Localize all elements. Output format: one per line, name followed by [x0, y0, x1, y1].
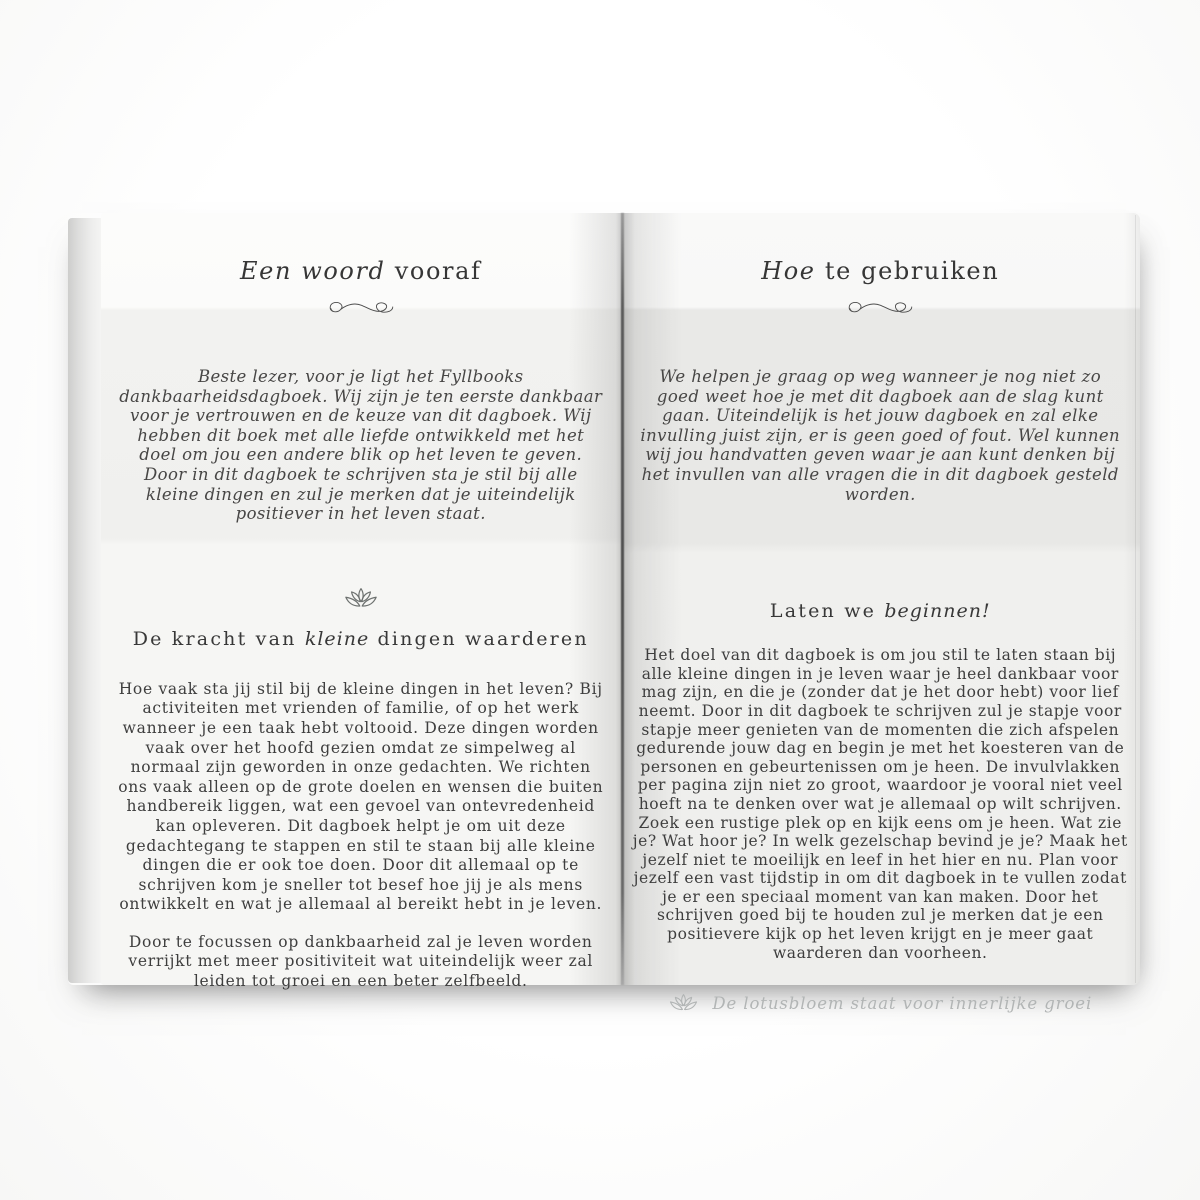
open-book: [68, 213, 1140, 1013]
right-page: [621, 213, 1141, 1013]
right-page-title: [621, 257, 1141, 285]
lotus-icon: [101, 586, 621, 615]
left-intro-paragraph: Beste lezer, voor je ligt het Fyllbooks dankbaarheidsdagboek. Wij zijn je ten eerste dankbaar voor je vertrouwen en de keuze van dit dagboek. Wij hebben dit boek met alle liefde ontwikkeld met het doel om jou een andere blik op het leven te geven. Door in dit dagboek te schrijven sta je stil bij alle kleine dingen en zul je merken dat je uiteindelijk positiever in het leven staat.: [119, 367, 603, 524]
right-section-heading: [621, 600, 1141, 622]
right-heading-italic: beginnen!: [884, 600, 991, 623]
left-body-paragraph: Hoe vaak sta jij stil bij de kleine dingen in het leven? Bij activiteiten met vrienden of familie, of op het werk wanneer je een taak hebt voltooid. Deze dingen worden vaak over het hoofd gezien omdat ze simpelweg al normaal zijn geworden in onze gedachten. We richten ons vaak alleen op de grote doelen en wensen die buiten handbereik liggen, wat een gevoel van ontevredenheid kan opleveren. Dit dagboek helpt je om uit deze gedachtegang te stappen en stil te staan bij alle kleine dingen die er ook toe doen. Door dit allemaal op te schrijven kom je sneller tot besef hoe jij je als mens ontwikkelt en wat je allemaal al bereikt hebt in je leven.: [118, 679, 604, 914]
book-spine: [621, 213, 624, 985]
left-heading-pre: De kracht van: [132, 627, 305, 650]
right-title-regular: te gebruiken: [815, 257, 1000, 285]
footnote-text: De lotusbloem staat voor innerlijke groei: [712, 993, 1093, 1013]
left-closing-paragraph: Door te focussen op dankbaarheid zal je leven worden verrijkt met meer positiviteit wat uiteindelijk weer zal leiden tot groei en een beter zelfbeeld.: [128, 932, 594, 991]
calligraphic-flourish-icon: [101, 294, 621, 322]
left-title-italic: Een woord: [240, 257, 386, 285]
footnote: [621, 992, 1141, 1014]
left-page-title: [101, 257, 621, 285]
page-stack-edge: [68, 218, 101, 983]
right-body-paragraph: Het doel van dit dagboek is om jou stil te laten staan bij alle kleine dingen in je leven waar je heel dankbaar voor mag zijn, en die je (zonder dat je het door hebt) voor lief neemt. Door in dit dagboek te schrijven zul je stapje voor stapje meer genieten van de momenten die zich afspelen gedurende jouw dag en begin je met het koesteren van de personen en gebeurtenissen om je heen. De invulvlakken per pagina zijn niet zo groot, waardoor je vooral niet veel hoeft na te denken over wat je allemaal op wilt schrijven. Zoek een rustige plek op en kijk eens om je heen. Wat zie je? Wat hoor je? In welk gezelschap bevind je je? Maak het jezelf niet te moeilijk en leef in het hier en nu. Plan voor jezelf een vast tijdstip in om dit dagboek in te vullen zodat je er een speciaal moment van kan maken. Door het schrijven goed bij te houden zul je merken dat je een positievere kijk op het leven krijgt en je meer gaat waarderen dan voorheen.: [632, 646, 1128, 962]
right-title-italic: Hoe: [761, 257, 816, 285]
footnote-lotus-icon: [668, 992, 699, 1014]
left-heading-post: dingen waarderen: [369, 627, 589, 650]
right-heading-pre: Laten we: [769, 600, 885, 623]
right-intro-paragraph: We helpen je graag op weg wanneer je nog niet zo goed weet hoe je met dit dagboek aan de slag kunt gaan. Uiteindelijk is het jouw dagboek en zal elke invulling juist zijn, er is geen goed of fout. Wel kunnen wij jou handvatten geven waar je aan kunt denken bij het invullen van alle vragen die in dit dagboek gesteld worden.: [640, 367, 1121, 504]
left-page: [101, 213, 621, 991]
calligraphic-flourish-icon: [621, 294, 1141, 322]
left-section-heading: [101, 628, 621, 650]
left-title-regular: vooraf: [385, 257, 482, 285]
left-heading-italic: kleine: [304, 627, 370, 650]
